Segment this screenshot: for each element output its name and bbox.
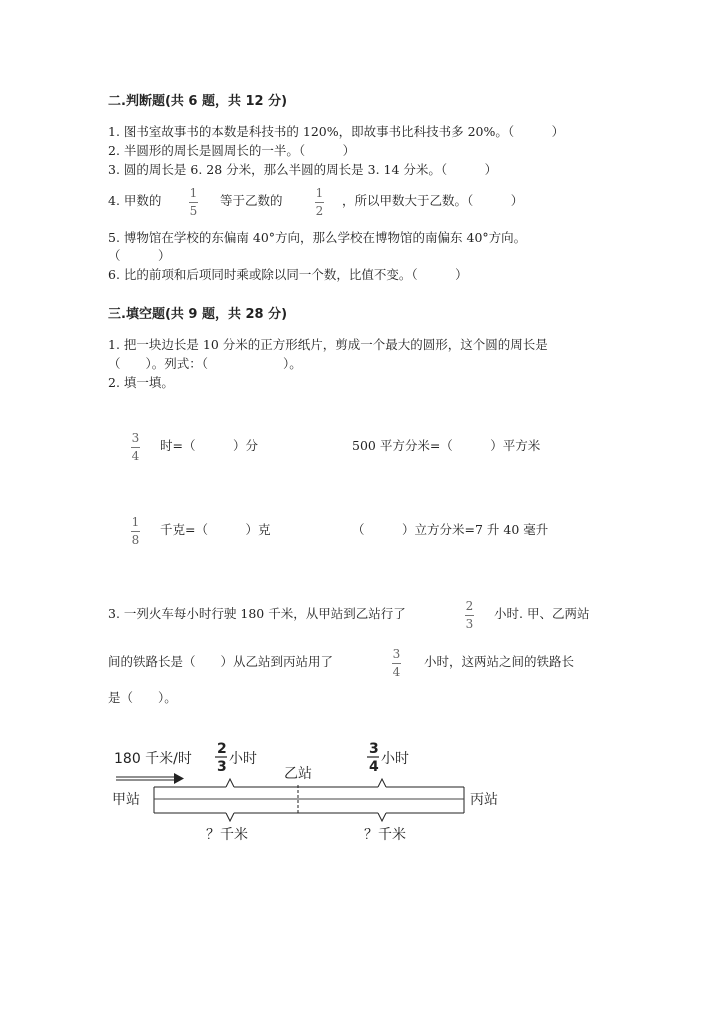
numerator: 1 bbox=[315, 186, 324, 200]
denominator: 5 bbox=[189, 204, 198, 218]
numerator: 3 bbox=[131, 431, 140, 445]
numerator: 1 bbox=[189, 186, 198, 200]
right-time-numerator: 3 bbox=[369, 741, 379, 757]
question-3-3-part-e: 是（ ）。 bbox=[108, 690, 177, 705]
fill-cubic-decimeters: （ ）立方分米=7 升 40 毫升 bbox=[352, 522, 549, 537]
denominator: 8 bbox=[131, 533, 140, 547]
question-2-4-part-b: 等于乙数的 bbox=[220, 193, 283, 208]
direction-arrow-icon bbox=[116, 773, 184, 784]
station-c-label: 丙站 bbox=[470, 792, 498, 808]
question-3-2: 2. 填一填。 bbox=[108, 375, 174, 390]
fraction-three-quarters bbox=[131, 432, 140, 463]
denominator: 3 bbox=[465, 617, 474, 631]
speed-label: 180 千米/时 bbox=[114, 751, 192, 767]
question-3-3-part-c: 间的铁路长是（ ）从乙站到丙站用了 bbox=[108, 654, 334, 669]
question-2-4-part-c: ，所以甲数大于乙数。（ ） bbox=[342, 193, 524, 208]
question-3-3-part-d: 小时，这两站之间的铁路长 bbox=[424, 654, 575, 669]
denominator: 2 bbox=[315, 204, 324, 218]
question-2-2: 2. 半圆形的周长是圆周长的一半。（ ） bbox=[108, 143, 356, 158]
question-2-5: 5. 博物馆在学校的东偏南 40°方向，那么学校在博物馆的南偏东 40°方向。 bbox=[108, 230, 527, 245]
question-3-1-continued: （ ）。列式：（ ）。 bbox=[108, 356, 302, 371]
numerator: 3 bbox=[392, 647, 401, 661]
fraction-one-half bbox=[315, 187, 324, 218]
fraction-one-fifth bbox=[189, 187, 198, 218]
left-distance-label: ？千米 bbox=[206, 827, 248, 843]
fill-hours-to-minutes: 时=（ ）分 bbox=[160, 438, 258, 453]
denominator: 4 bbox=[131, 449, 140, 463]
question-2-3: 3. 圆的周长是 6. 28 分米，那么半圆的周长是 3. 14 分米。（ ） bbox=[108, 162, 498, 177]
fraction-three-quarters-b bbox=[392, 648, 401, 679]
question-3-3-part-a: 3. 一列火车每小时行驶 180 千米，从甲站到乙站行了 bbox=[108, 606, 406, 621]
question-3-3-part-b: 小时. 甲、乙两站 bbox=[494, 606, 590, 621]
section-2-title: 二.判断题(共 6 题，共 12 分) bbox=[108, 94, 288, 109]
denominator: 4 bbox=[392, 665, 401, 679]
numerator: 1 bbox=[131, 515, 140, 529]
left-time-unit: 小时 bbox=[229, 751, 257, 767]
section-3-title: 三.填空题(共 9 题，共 28 分) bbox=[108, 307, 288, 322]
left-time-denominator: 3 bbox=[217, 759, 227, 775]
numerator: 2 bbox=[465, 599, 474, 613]
fraction-one-eighth bbox=[131, 516, 140, 547]
question-2-5-answer: （ ） bbox=[108, 248, 171, 263]
left-time-numerator: 2 bbox=[217, 741, 227, 757]
fill-kg-to-grams: 千克=（ ）克 bbox=[160, 522, 271, 537]
question-2-4-part-a: 4. 甲数的 bbox=[108, 193, 162, 208]
question-2-1: 1. 图书室故事书的本数是科技书的 120%，即故事书比科技书多 20%。（ ） bbox=[108, 124, 565, 139]
question-2-6: 6. 比的前项和后项同时乘或除以同一个数，比值不变。（ ） bbox=[108, 267, 468, 282]
railway-track bbox=[154, 779, 464, 821]
station-a-label: 甲站 bbox=[112, 792, 140, 808]
fill-square-decimeters: 500 平方分米=（ ）平方米 bbox=[352, 438, 541, 453]
railway-diagram bbox=[108, 733, 528, 853]
right-distance-label: ？千米 bbox=[364, 827, 406, 843]
right-time-unit: 小时 bbox=[381, 751, 409, 767]
question-3-1: 1. 把一块边长是 10 分米的正方形纸片，剪成一个最大的圆形，这个圆的周长是 bbox=[108, 337, 548, 352]
station-b-label: 乙站 bbox=[284, 766, 312, 782]
right-time-denominator: 4 bbox=[369, 759, 379, 775]
fraction-two-thirds bbox=[465, 600, 474, 631]
